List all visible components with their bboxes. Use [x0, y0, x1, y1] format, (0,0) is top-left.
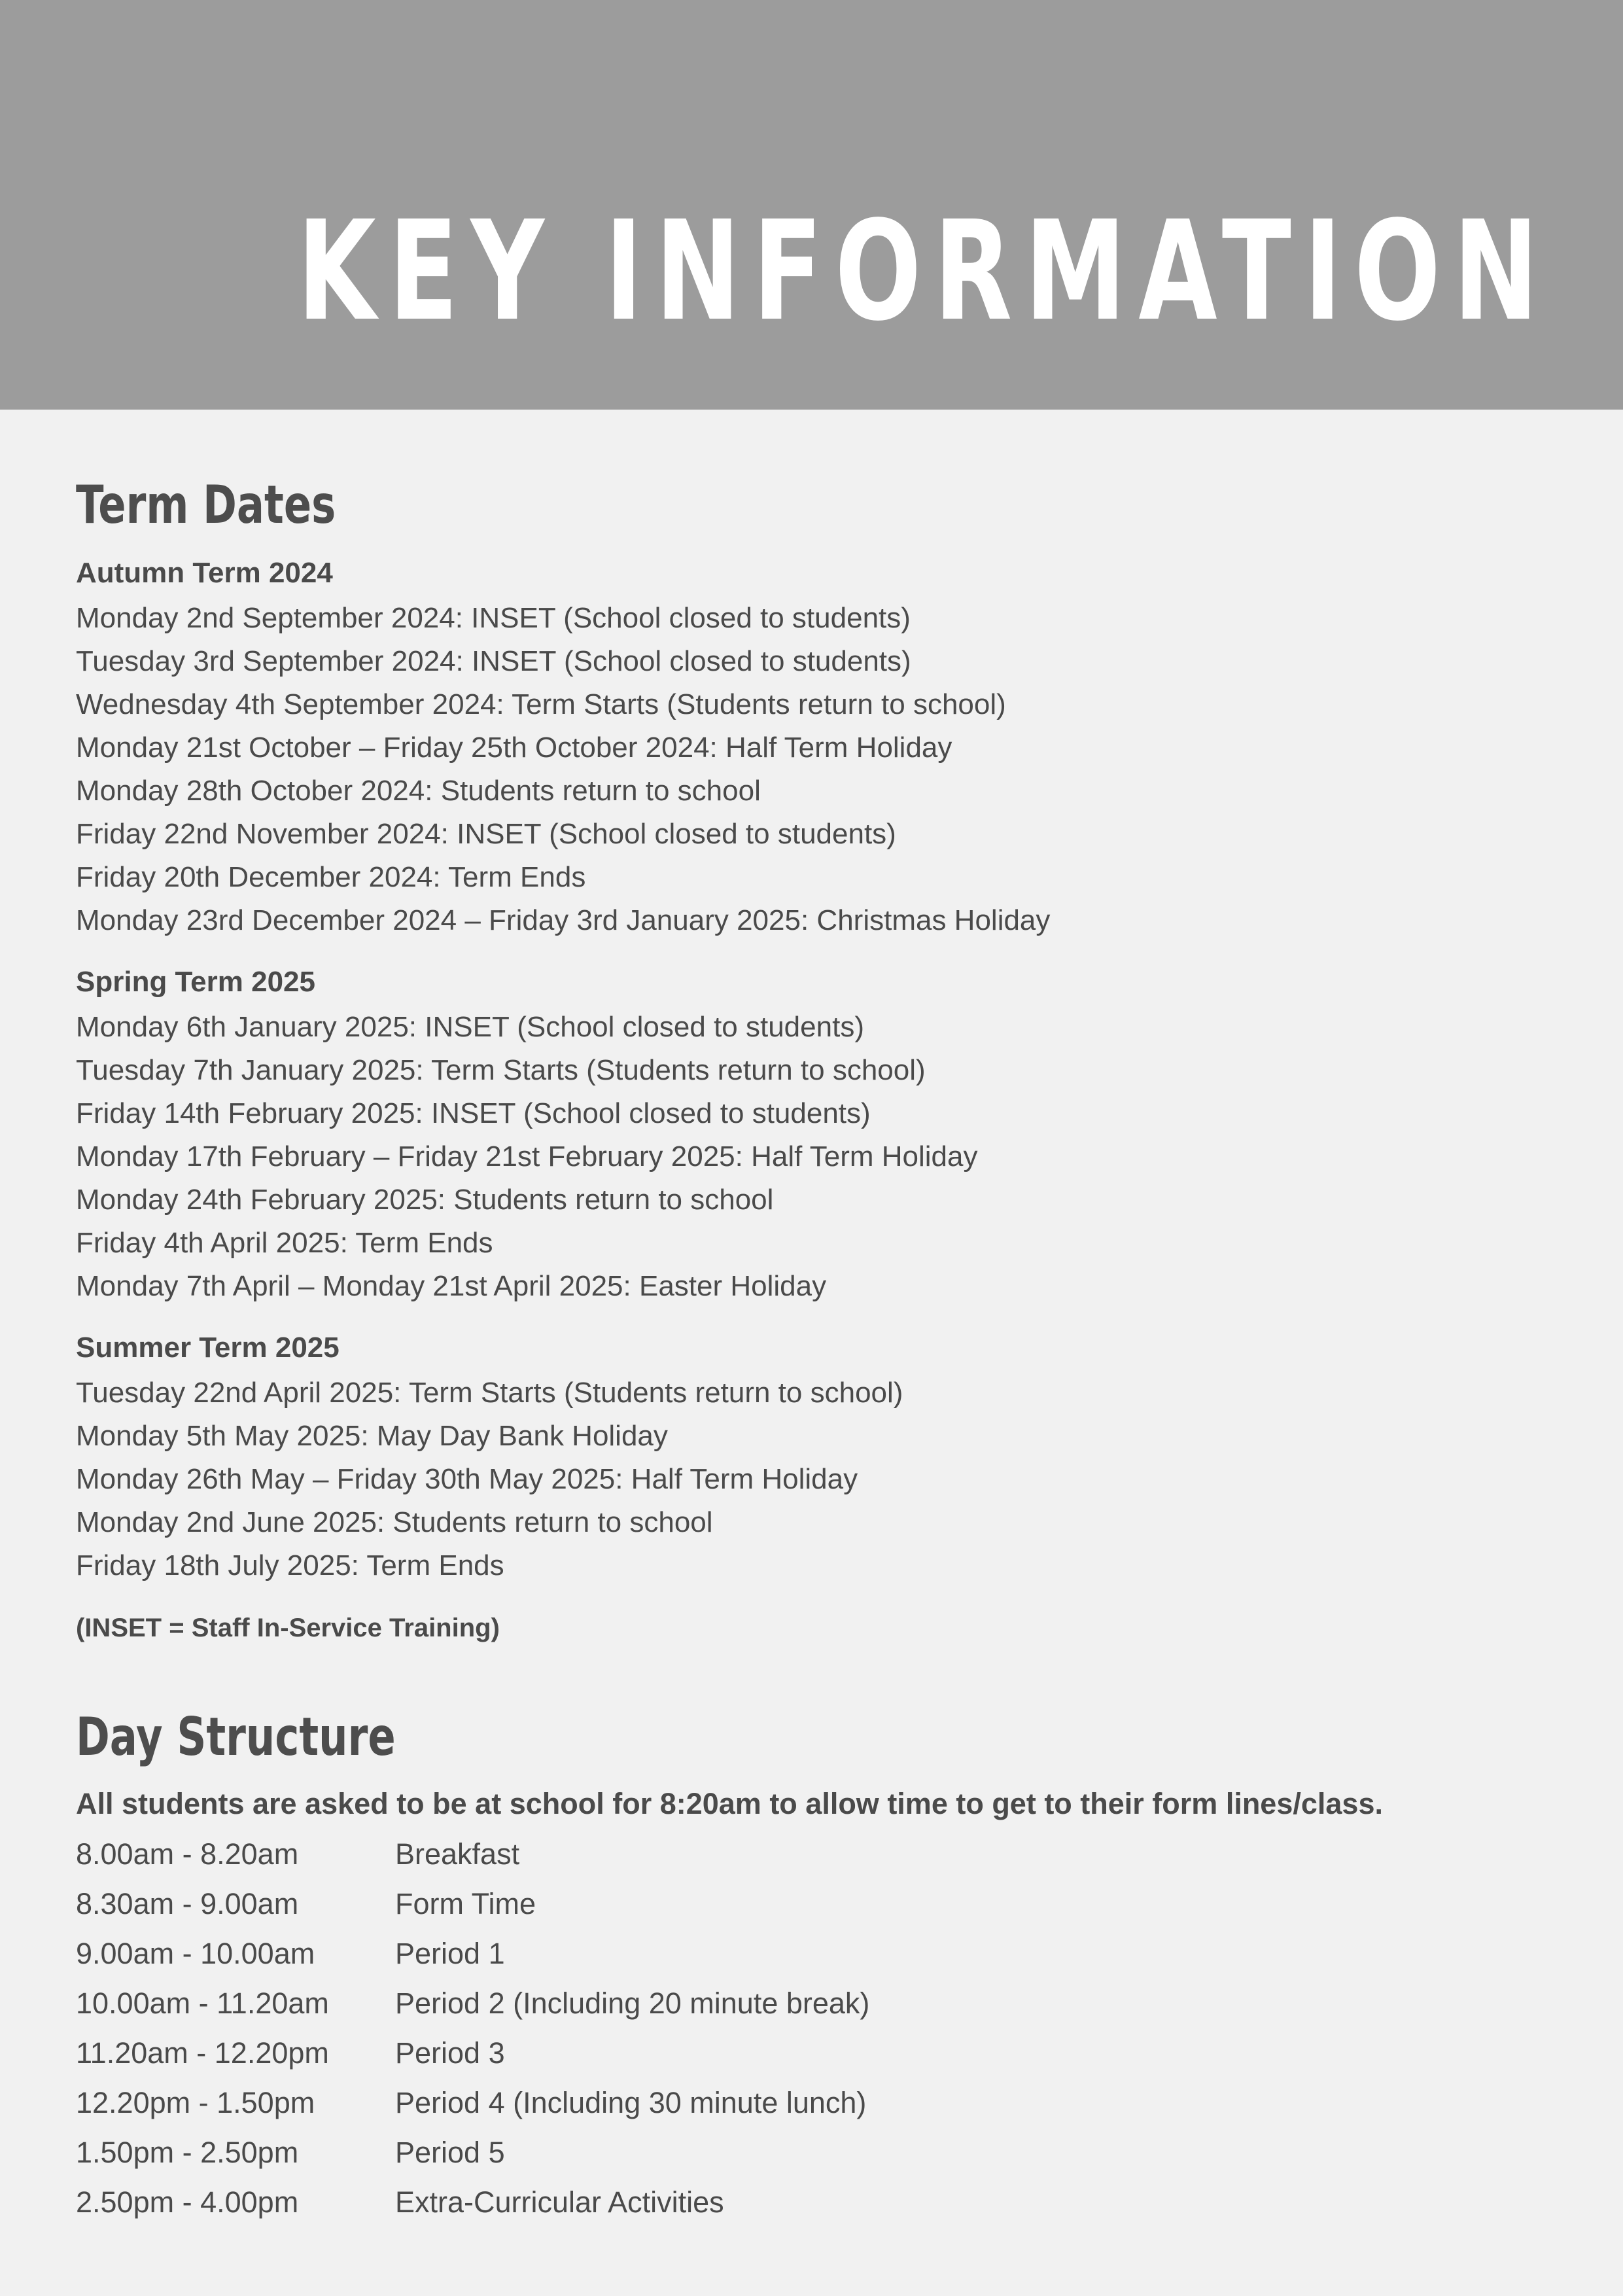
- schedule-row: [76, 2028, 1515, 2078]
- schedule-activity: Period 2 (Including 20 minute break): [395, 1987, 870, 2020]
- term-date-line: Monday 2nd June 2025: Students return to school: [76, 1506, 713, 1538]
- term-date-line: Monday 5th May 2025: May Day Bank Holiday: [76, 1420, 668, 1452]
- term-date-line: Friday 22nd November 2024: INSET (School closed to students): [76, 818, 896, 850]
- term-dates-heading: Term Dates: [76, 474, 336, 535]
- schedule-time: 11.20am - 12.20pm: [76, 2036, 329, 2070]
- schedule-time: 2.50pm - 4.00pm: [76, 2185, 299, 2219]
- day-structure-intro: All students are asked to be at school for 8:20am to allow time to get to their form lines/class.: [76, 1787, 1383, 1820]
- term-date-line: Monday 6th January 2025: INSET (School closed to students): [76, 1011, 864, 1043]
- term-date-line: Monday 7th April – Monday 21st April 2025: Easter Holiday: [76, 1270, 827, 1302]
- schedule-time: 8.00am - 8.20am: [76, 1837, 299, 1871]
- schedule-activity: Breakfast: [395, 1837, 520, 1871]
- schedule-time: 1.50pm - 2.50pm: [76, 2136, 299, 2169]
- term-date-line: Tuesday 3rd September 2024: INSET (School closed to students): [76, 645, 911, 677]
- schedule-row: [76, 2078, 1515, 2128]
- day-structure-heading: Day Structure: [76, 1706, 396, 1767]
- term-title: Autumn Term 2024: [76, 557, 333, 589]
- term-block-autumn: [76, 554, 1515, 942]
- schedule-activity: Period 3: [395, 2036, 505, 2070]
- term-date-line: Monday 26th May – Friday 30th May 2025: Half Term Holiday: [76, 1463, 858, 1495]
- schedule-activity: Period 5: [395, 2136, 505, 2169]
- term-date-line: Monday 2nd September 2024: INSET (School closed to students): [76, 602, 911, 634]
- term-date-line: Wednesday 4th September 2024: Term Starts (Students return to school): [76, 688, 1006, 720]
- term-date-line: Monday 24th February 2025: Students return to school: [76, 1184, 774, 1216]
- schedule-row: [76, 1979, 1515, 2028]
- term-date-line: Monday 23rd December 2024 – Friday 3rd January 2025: Christmas Holiday: [76, 904, 1051, 936]
- schedule-row: [76, 2178, 1515, 2227]
- schedule-activity: Period 1: [395, 1937, 505, 1970]
- schedule-time: 12.20pm - 1.50pm: [76, 2086, 315, 2119]
- term-date-line: Friday 18th July 2025: Term Ends: [76, 1549, 504, 1581]
- header-banner: [0, 0, 1623, 410]
- term-date-line: Friday 14th February 2025: INSET (School closed to students): [76, 1097, 871, 1129]
- schedule-row: [76, 1829, 1515, 1879]
- term-date-line: Friday 4th April 2025: Term Ends: [76, 1227, 493, 1259]
- term-block-spring: [76, 963, 1515, 1308]
- schedule-activity: Extra-Curricular Activities: [395, 2185, 724, 2219]
- term-title: Spring Term 2025: [76, 966, 315, 998]
- schedule-row: [76, 2128, 1515, 2178]
- inset-note: (INSET = Staff In-Service Training): [76, 1614, 500, 1642]
- schedule-time: 9.00am - 10.00am: [76, 1937, 315, 1970]
- term-date-line: Tuesday 7th January 2025: Term Starts (Students return to school): [76, 1054, 926, 1086]
- term-date-line: Tuesday 22nd April 2025: Term Starts (Students return to school): [76, 1377, 903, 1409]
- term-date-line: Monday 28th October 2024: Students return to school: [76, 775, 761, 807]
- page-title: KEY INFORMATION: [297, 191, 1551, 351]
- term-date-line: Monday 21st October – Friday 25th October 2024: Half Term Holiday: [76, 732, 952, 764]
- schedule-time: 8.30am - 9.00am: [76, 1887, 299, 1920]
- term-date-line: Monday 17th February – Friday 21st February 2025: Half Term Holiday: [76, 1140, 978, 1173]
- schedule-row: [76, 1879, 1515, 1929]
- term-block-summer: [76, 1328, 1515, 1587]
- schedule-activity: Form Time: [395, 1887, 536, 1920]
- term-title: Summer Term 2025: [76, 1332, 340, 1364]
- schedule-time: 10.00am - 11.20am: [76, 1987, 329, 2020]
- schedule-row: [76, 1929, 1515, 1979]
- schedule-activity: Period 4 (Including 30 minute lunch): [395, 2086, 867, 2119]
- day-schedule: [76, 1829, 1515, 2227]
- term-date-line: Friday 20th December 2024: Term Ends: [76, 861, 586, 893]
